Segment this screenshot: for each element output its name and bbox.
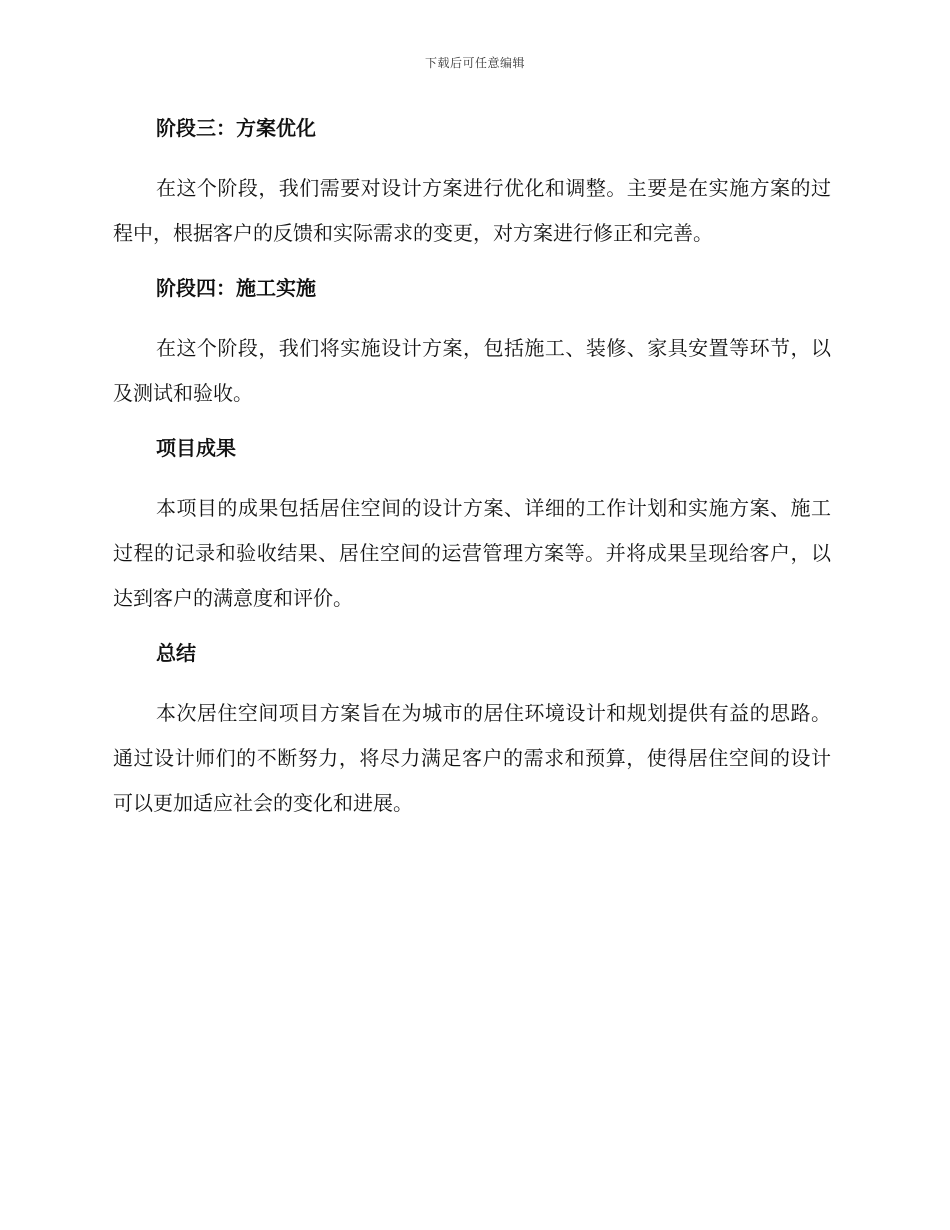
section-paragraph-stage-three: 在这个阶段，我们需要对设计方案进行优化和调整。主要是在实施方案的过程中，根据客户的反馈和实际需求的变更，对方案进行修正和完善。 <box>113 176 831 245</box>
section-heading-stage-four: 阶段四：施工实施 <box>156 276 316 300</box>
section-paragraph-summary: 本次居住空间项目方案旨在为城市的居住环境设计和规划提供有益的思路。通过设计师们的不断努力，将尽力满足客户的需求和预算，使得居住空间的设计可以更加适应社会的变化和进展。 <box>113 701 831 815</box>
section-paragraph-stage-four: 在这个阶段，我们将实施设计方案，包括施工、装修、家具安置等环节，以及测试和验收。 <box>113 336 831 405</box>
section-heading-summary: 总结 <box>156 641 196 665</box>
section-paragraph-results: 本项目的成果包括居住空间的设计方案、详细的工作计划和实施方案、施工过程的记录和验收结果、居住空间的运营管理方案等。并将成果呈现给客户，以达到客户的满意度和评价。 <box>113 496 831 610</box>
page-header-note: 下载后可任意编辑 <box>424 56 525 70</box>
document-body <box>113 108 831 838</box>
section-heading-results: 项目成果 <box>156 436 236 460</box>
section-heading-stage-three: 阶段三：方案优化 <box>156 116 316 140</box>
